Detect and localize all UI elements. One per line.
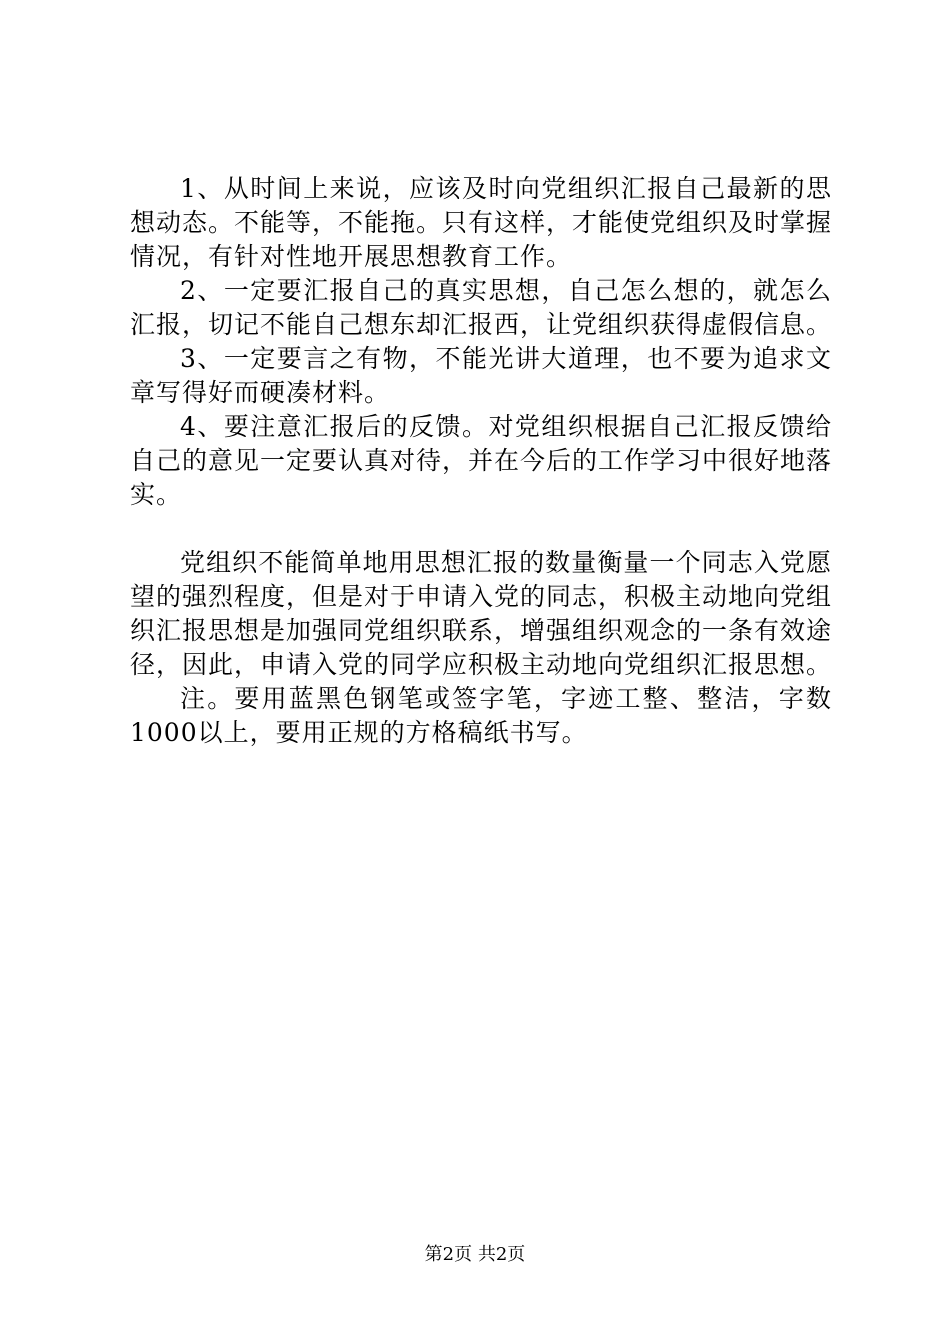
paragraph-spacer <box>130 512 832 546</box>
note-paragraph: 注。要用蓝黑色钢笔或签字笔，字迹工整、整洁，字数1000以上，要用正规的方格稿纸书写。 <box>130 684 832 747</box>
item-2-paragraph: 2、一定要汇报自己的真实思想，自己怎么想的，就怎么汇报，切记不能自己想东却汇报西，让党组织获得虚假信息。 <box>130 276 833 339</box>
document-body <box>130 172 832 750</box>
page-footer: 第2页 共2页 <box>424 1244 526 1265</box>
summary-paragraph: 党组织不能简单地用思想汇报的数量衡量一个同志入党愿望的强烈程度，但是对于申请入党的同志，积极主动地向党组织汇报思想是加强同党组织联系，增强组织观念的一条有效途径，因此，申请入党的同学应积极主动地向党组织汇报思想。 <box>130 548 833 679</box>
item-1-paragraph: 1、从时间上来说，应该及时向党组织汇报自己最新的思想动态。不能等，不能拖。只有这样，才能使党组织及时掌握情况，有针对性地开展思想教育工作。 <box>130 174 833 271</box>
item-4-paragraph: 4、要注意汇报后的反馈。对党组织根据自己汇报反馈给自己的意见一定要认真对待，并在今后的工作学习中很好地落实。 <box>130 412 833 509</box>
item-3-paragraph: 3、一定要言之有物，不能光讲大道理，也不要为追求文章写得好而硬凑材料。 <box>130 344 832 407</box>
